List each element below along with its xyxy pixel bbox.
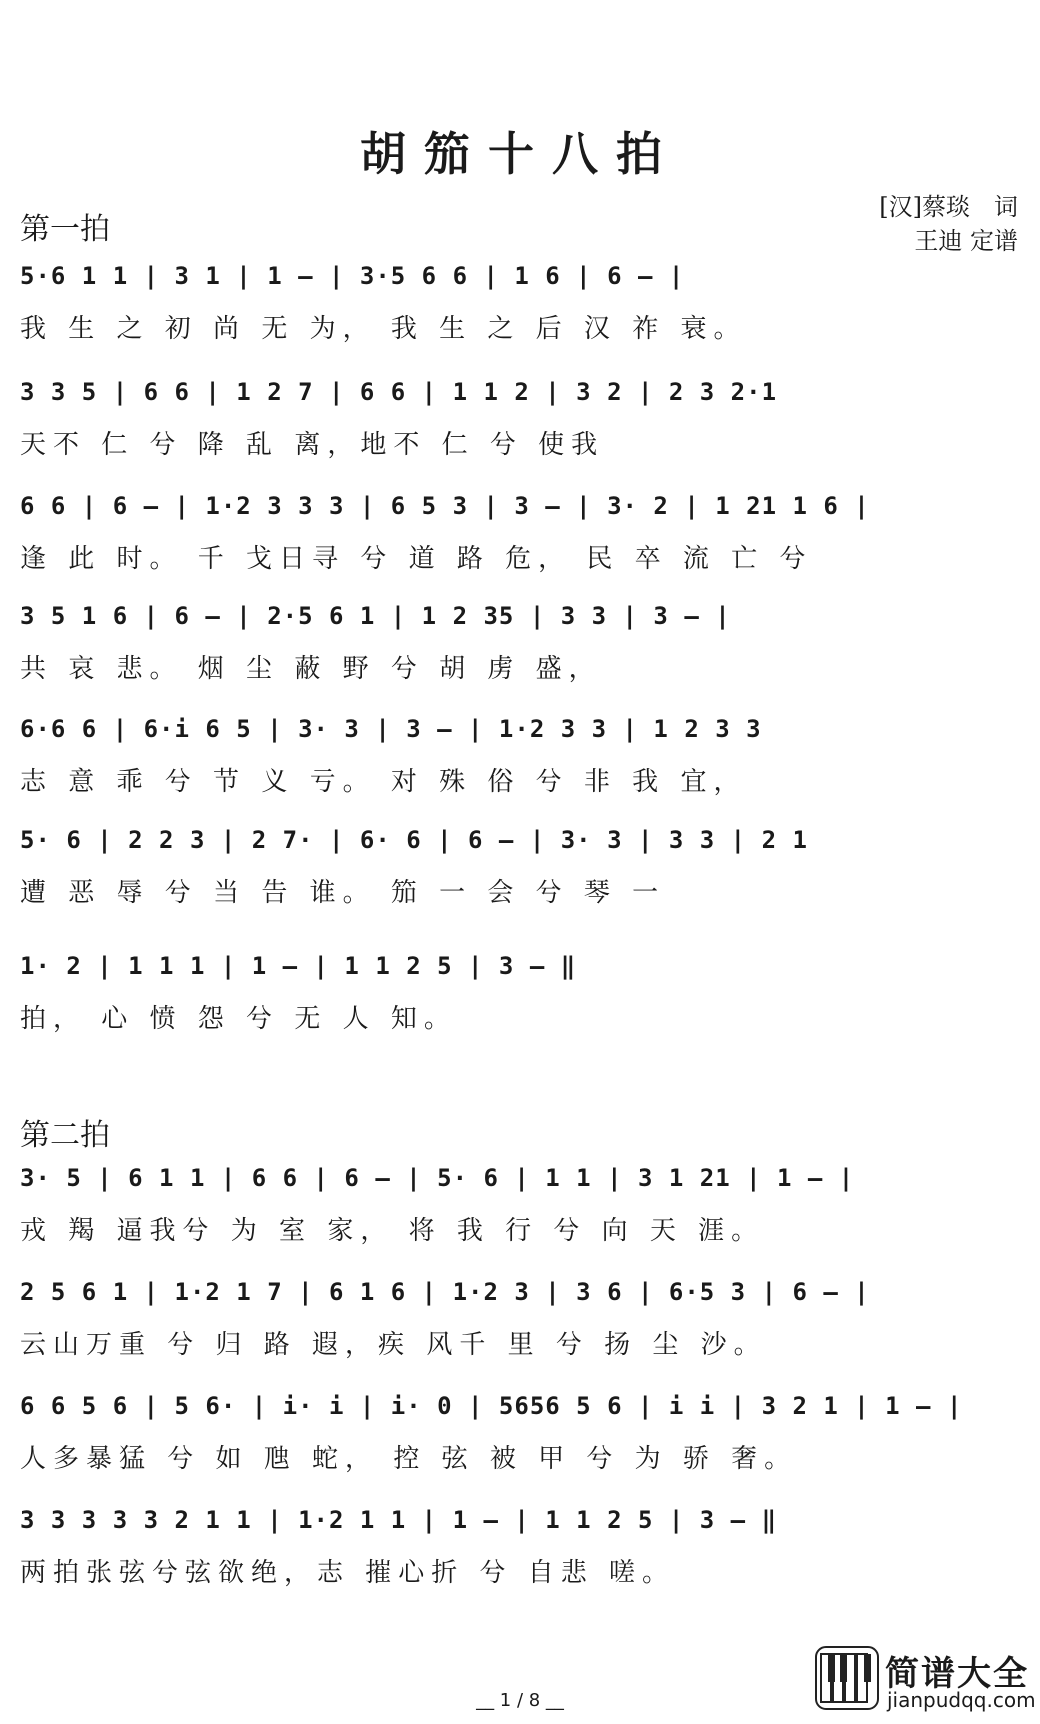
lyrics-line: 志 意 乖 兮 节 义 亏。 对 殊 俗 兮 非 我 宜， — [20, 767, 747, 797]
notation-line: 6·6 6 | 6·i 6 5 | 3· 3 | 3 – | 1·2 3 3 | 1 2 3 3 — [20, 715, 762, 743]
credits — [879, 190, 1018, 258]
lyrics-line: 人多暴猛 兮 如 虺 蛇， 控 弦 被 甲 兮 为 骄 奢。 — [20, 1444, 798, 1474]
notation-line: 5· 6 | 2 2 3 | 2 7· | 6· 6 | 6 – | 3· 3 | 3 3 | 2 1 — [20, 826, 808, 854]
notation-line: 3 3 3 3 3 2 1 1 | 1·2 1 1 | 1 – | 1 1 2 5 | 3 – ‖ — [20, 1506, 778, 1534]
section-label: 第一拍 — [20, 212, 110, 247]
lyrics-line: 共 哀 悲。 烟 尘 蔽 野 兮 胡 虏 盛， — [20, 654, 602, 684]
lyrics-line: 天不 仁 兮 降 乱 离，地不 仁 兮 使我 — [20, 430, 605, 460]
notation-line: 6 6 5 6 | 5 6· | i· i | i· 0 | 5656 5 6 | i i | 3 2 1 | 1 – | — [20, 1392, 963, 1420]
logo-url: jianpudqq.com — [887, 1688, 1036, 1712]
notation-line: 2 5 6 1 | 1·2 1 7 | 6 1 6 | 1·2 3 | 3 6 | 6·5 3 | 6 – | — [20, 1278, 870, 1306]
notation-line: 6 6 | 6 – | 1·2 3 3 3 | 6 5 3 | 3 – | 3· 2 | 1 21 1 6 | — [20, 492, 870, 520]
logo-text: 简谱大全 — [885, 1654, 1029, 1694]
site-logo — [815, 1646, 1035, 1718]
lyricist-credit: [汉]蔡琰 词 — [879, 193, 1018, 221]
lyrics-line: 拍， 心 愤 怨 兮 无 人 知。 — [20, 1004, 457, 1034]
notation-line: 3 3 5 | 6 6 | 1 2 7 | 6 6 | 1 1 2 | 3 2 | 2 3 2·1 — [20, 378, 778, 406]
lyrics-line: 遭 恶 辱 兮 当 告 谁。 笳 一 会 兮 琴 一 — [20, 878, 666, 908]
lyrics-line: 戎 羯 逼我兮 为 室 家， 将 我 行 兮 向 天 涯。 — [20, 1216, 765, 1246]
lyrics-line: 云山万重 兮 归 路 遐，疾 风千 里 兮 扬 尘 沙。 — [20, 1330, 767, 1360]
page-number: __ 1 / 8 __ — [476, 1690, 564, 1711]
arranger-credit: 王迪 定谱 — [914, 227, 1018, 255]
notation-line: 3· 5 | 6 1 1 | 6 6 | 6 – | 5· 6 | 1 1 | 3 1 21 | 1 – | — [20, 1164, 855, 1192]
notation-line: 5·6 1 1 | 3 1 | 1 – | 3·5 6 6 | 1 6 | 6 – | — [20, 262, 685, 290]
notation-line: 1· 2 | 1 1 1 | 1 – | 1 1 2 5 | 3 – ‖ — [20, 952, 577, 980]
score-title: 胡笳十八拍 — [360, 127, 680, 181]
lyrics-line: 两拍张弦兮弦欲绝，志 摧心折 兮 自悲 嗟。 — [20, 1558, 676, 1588]
lyrics-line: 我 生 之 初 尚 无 为， 我 生 之 后 汉 祚 衰。 — [20, 314, 747, 344]
section-label: 第二拍 — [20, 1118, 110, 1153]
notation-line: 3 5 1 6 | 6 – | 2·5 6 1 | 1 2 35 | 3 3 | 3 – | — [20, 602, 731, 630]
lyrics-line: 逢 此 时。 千 戈日寻 兮 道 路 危， 民 卒 流 亡 兮 — [20, 544, 813, 574]
piano-keys-icon — [815, 1646, 879, 1710]
